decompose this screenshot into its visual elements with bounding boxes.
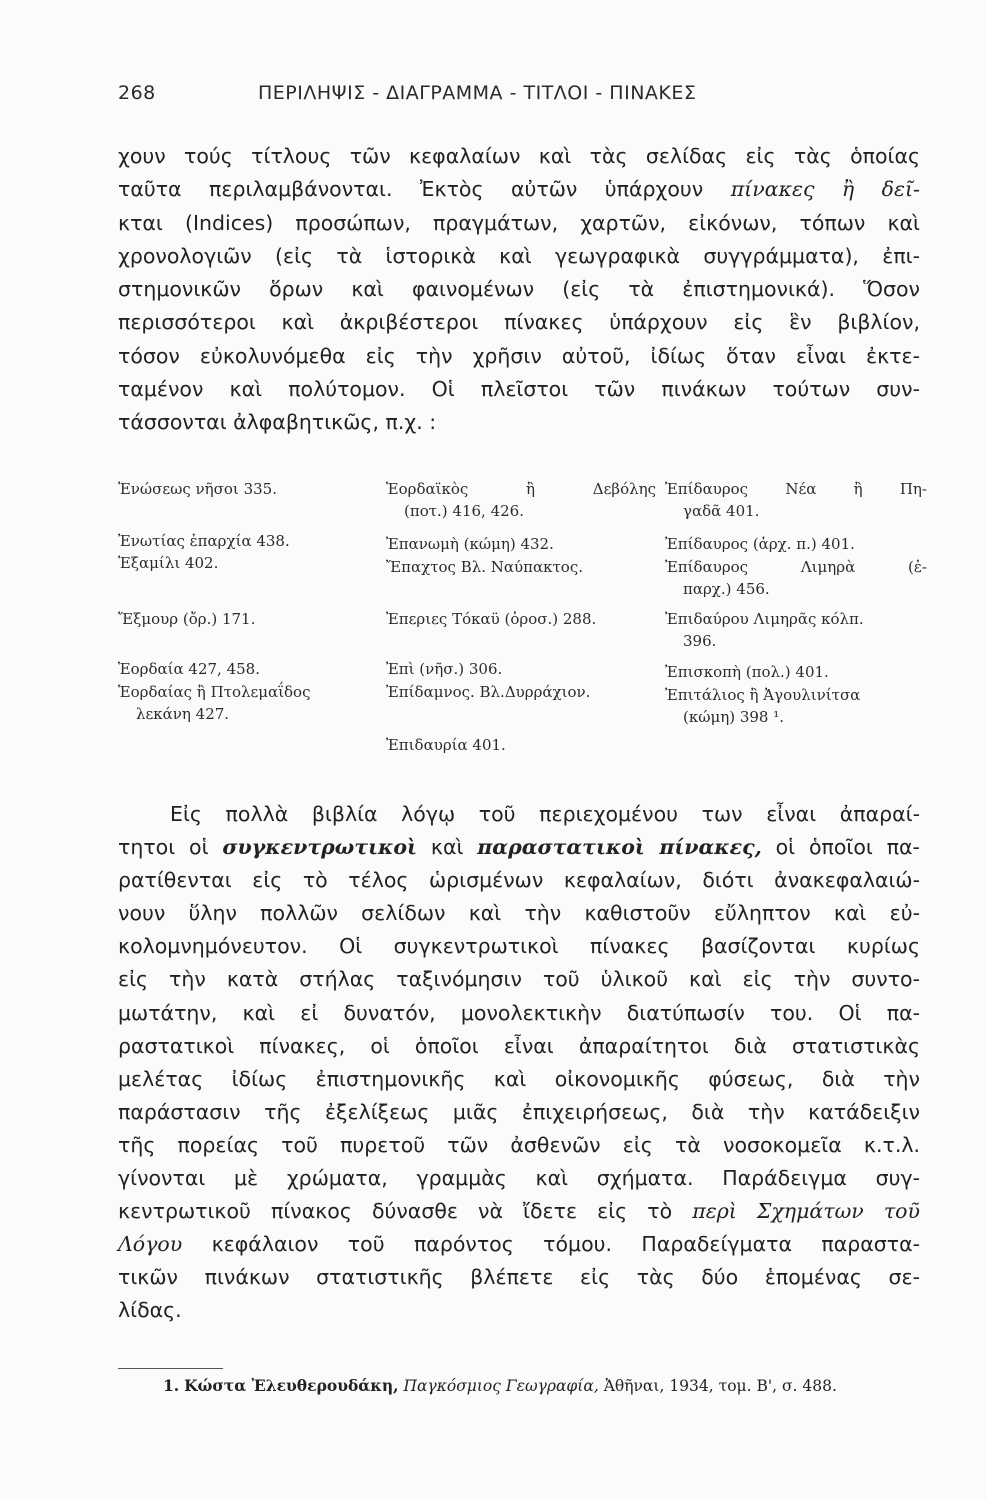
footnote-rule bbox=[118, 1368, 223, 1369]
para1-line-3: κται (Indices) προσώπων, πραγμάτων, χαρτῶν, εἰκόνων, τόπων καὶ bbox=[118, 210, 920, 235]
index-entry: Ἐπεριες Τόκαϋ (ὀροσ.) 288. bbox=[386, 610, 597, 628]
para2-line-4: νουν ὕλην πολλῶν σελίδων καὶ τὴν καθιστοῦν εὔληπτον καὶ εὐ- bbox=[118, 901, 920, 926]
bold-term-summary: συγκεντρωτικοὶ bbox=[222, 835, 417, 860]
italic-chapter-title: περὶ Σχημάτων τοῦ bbox=[692, 1199, 920, 1224]
para1-line-8: ταμένον καὶ πολύτομον. Οἱ πλεῖστοι τῶν πινάκων τούτων συν- bbox=[118, 377, 920, 402]
index-entry: Ἔπαχτος Βλ. Ναύπακτος. bbox=[386, 558, 583, 576]
para1-line-5: στημονικῶν ὅρων καὶ φαινομένων (εἰς τὰ ἐπιστημονικά). Ὅσον bbox=[118, 277, 920, 302]
para1-line-2 bbox=[118, 173, 920, 206]
para1-line-9: τάσσονται ἀλφαβητικῶς, π.χ. : bbox=[118, 410, 437, 435]
index-entry: Ἐξαμίλι 402. bbox=[118, 554, 219, 572]
para2-line-8: ραστατικοὶ πίνακες, οἱ ὁποῖοι εἶναι ἀπαραίτητοι διὰ στατιστικὰς bbox=[118, 1033, 920, 1058]
para2-line-13: κεντρωτικοῦ πίνακος δύνασθε νὰ ἴδετε εἰς τὸ περὶ Σχημάτων τοῦ bbox=[118, 1199, 920, 1224]
para2-line-2: τητοι οἱ συγκεντρωτικοὶ καὶ παραστατικοὶ πίνακες, οἱ ὁποῖοι πα- bbox=[118, 835, 920, 860]
para2-line-11: τῆς πορείας τοῦ πυρετοῦ τῶν ἀσθενῶν εἰς τὰ νοσοκομεῖα κ.τ.λ. bbox=[118, 1132, 920, 1157]
para1-line-2-text: ταῦτα περιλαμβάνονται. Ἐκτὸς αὐτῶν ὑπάρχουν bbox=[118, 177, 704, 202]
para2-line-10: παράστασιν τῆς ἐξελίξεως μιᾶς ἐπιχειρήσεως, διὰ τὴν κατάδειξιν bbox=[118, 1099, 920, 1124]
para2-line-7: μωτάτην, καὶ εἰ δυνατόν, μονολεκτικὴν διατύπωσίν του. Οἱ πα- bbox=[118, 1000, 920, 1025]
paragraph-intro bbox=[118, 140, 920, 440]
index-entry: Ἐπίδαυρος (ἀρχ. π.) 401. bbox=[665, 535, 855, 553]
para2-line-1: Εἰς πολλὰ βιβλία λόγῳ τοῦ περιεχομένου των εἶναι ἀπαραί- bbox=[170, 802, 920, 826]
index-entry: Ἐπιδαύρου Λιμηρᾶς κόλπ. 396. bbox=[665, 610, 864, 650]
index-entry: Ἐνώσεως νῆσοι 335. bbox=[118, 480, 277, 498]
index-entry: Ἐπιτάλιος ἢ Ἀγουλινίτσα (κώμη) 398 ¹. bbox=[665, 686, 861, 726]
index-entry: Ἐνωτίας ἐπαρχία 438. bbox=[118, 532, 290, 550]
para1-line-4: χρονολογιῶν (εἰς τὰ ἱστορικὰ καὶ γεωγραφικὰ συγγράμματα), ἐπι- bbox=[118, 243, 920, 268]
index-entry: Ἐπὶ (νῆσ.) 306. bbox=[386, 660, 503, 678]
paragraph-tables bbox=[118, 798, 920, 1328]
footnote-number: 1. bbox=[163, 1376, 180, 1395]
index-entry: Ἐπισκοπὴ (πολ.) 401. bbox=[665, 663, 829, 681]
index-entry: Ἐπίδαυρος Λιμηρὰ (ἐ- παρχ.) 456. bbox=[665, 558, 927, 598]
para2-line-6: εἰς τὴν κατὰ στήλας ταξινόμησιν τοῦ ὑλικοῦ καὶ εἰς τὴν συντο- bbox=[118, 967, 920, 992]
para2-line-14: Λόγου κεφάλαιον τοῦ παρόντος τόμου. Παραδείγματα παραστα- bbox=[118, 1232, 920, 1257]
para2-line-16: λίδας. bbox=[118, 1298, 182, 1323]
para2-line-5: κολομνημόνευτον. Οἱ συγκεντρωτικοὶ πίνακες βασίζονται κυρίως bbox=[118, 934, 920, 959]
index-entry: Ἔξμουρ (ὄρ.) 171. bbox=[118, 610, 256, 628]
running-title: ΠΕΡΙΛΗΨΙΣ - ΔΙΑΓΡΑΜΜΑ - ΤΙΤΛΟΙ - ΠΙΝΑΚΕΣ bbox=[258, 82, 697, 104]
footnote-rest: Ἀθῆναι, 1934, τομ. Β', σ. 488. bbox=[603, 1377, 837, 1395]
page-number: 268 bbox=[118, 82, 156, 104]
running-header bbox=[118, 82, 838, 104]
para1-line-6: περισσότεροι καὶ ἀκριβέστεροι πίνακες ὑπάρχουν εἰς ἓν βιβλίον, bbox=[118, 310, 920, 335]
index-entry: Ἑορδαϊκὸς ἢ Δεβόλης (ποτ.) 416, 426. bbox=[386, 480, 656, 520]
para1-line-1: χουν τούς τίτλους τῶν κεφαλαίων καὶ τὰς σελίδας εἰς τὰς ὁποίας bbox=[118, 144, 920, 168]
italic-chapter-title-end: Λόγου bbox=[118, 1232, 183, 1257]
index-entry: Ἑορδαίας ἢ Πτολεμαΐδος λεκάνη 427. bbox=[118, 683, 311, 723]
index-entry: Ἐπανωμὴ (κώμη) 432. bbox=[386, 535, 554, 553]
footnote bbox=[163, 1376, 923, 1395]
para2-line-15: τικῶν πινάκων στατιστικῆς βλέπετε εἰς τὰς δύο ἑπομένας σε- bbox=[118, 1265, 920, 1290]
index-entry: Ἐπίδαμνος. Βλ.Δυρράχιον. bbox=[386, 683, 591, 701]
index-entry: Ἐπίδαυρος Νέα ἢ Πη- γαδᾶ 401. bbox=[665, 480, 927, 520]
para2-line-9: μελέτας ἰδίως ἐπιστημονικῆς καὶ οἰκονομικῆς φύσεως, διὰ τὴν bbox=[118, 1066, 920, 1091]
footnote-author: Κώστα Ἐλευθερουδάκη, bbox=[184, 1376, 399, 1395]
footnote-title: Παγκόσμιος Γεωγραφία, bbox=[403, 1377, 599, 1395]
index-entry: Ἐπιδαυρία 401. bbox=[386, 736, 506, 754]
para1-line-7: τόσον εὐκολυνόμεθα εἰς τὴν χρῆσιν αὐτοῦ, ἰδίως ὅταν εἶναι ἐκτε- bbox=[118, 343, 920, 368]
para2-line-3: ρατίθενται εἰς τὸ τέλος ὡρισμένων κεφαλαίων, διότι ἀνακεφαλαιώ- bbox=[118, 868, 920, 893]
bold-term-representative: παραστατικοὶ πίνακες, bbox=[477, 835, 762, 860]
index-entry: Ἑορδαία 427, 458. bbox=[118, 660, 260, 678]
italic-phrase: πίνακες ἢ δεῖ- bbox=[730, 177, 920, 202]
para2-line-12: γίνονται μὲ χρώματα, γραμμὰς καὶ σχήματα. Παράδειγμα συγ- bbox=[118, 1166, 920, 1191]
